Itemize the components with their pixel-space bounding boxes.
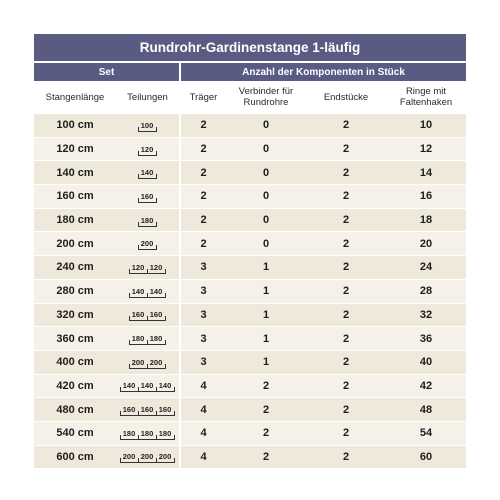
- table-row: [34, 279, 466, 303]
- carrier-count: 3: [180, 303, 226, 327]
- rod-divisions-diagram: [116, 256, 180, 280]
- rod-segment-diagram: [138, 237, 157, 250]
- col-header-rings: Ringe mit Faltenhaken: [386, 81, 466, 114]
- rod-segment-diagram: [129, 332, 166, 345]
- ring-count: 16: [386, 185, 466, 209]
- rod-length: 420 cm: [34, 374, 116, 398]
- rod-end-tick: [174, 387, 175, 392]
- rod-length: 400 cm: [34, 350, 116, 374]
- table-row: [34, 137, 466, 161]
- rod-length: 360 cm: [34, 327, 116, 351]
- endcap-count: 2: [306, 374, 386, 398]
- rod-segment-diagram: [129, 285, 166, 298]
- rod-segment-diagram: [138, 119, 157, 132]
- rod-segment-label: 160: [138, 405, 156, 416]
- ring-count: 36: [386, 327, 466, 351]
- rod-length: 240 cm: [34, 256, 116, 280]
- carrier-count: 4: [180, 398, 226, 422]
- col-header-carriers: Träger: [180, 81, 226, 114]
- endcap-count: 2: [306, 208, 386, 232]
- rod-segment-label: 160: [147, 310, 166, 321]
- rod-segment-diagram: [129, 356, 166, 369]
- rod-segment-label: 180: [138, 429, 156, 440]
- table-row: [34, 350, 466, 374]
- rod-segment-diagram: [120, 379, 175, 392]
- carrier-count: 2: [180, 185, 226, 209]
- table-row: [34, 256, 466, 280]
- ring-count: 10: [386, 114, 466, 138]
- rod-length: 100 cm: [34, 114, 116, 138]
- connector-count: 2: [226, 445, 306, 468]
- rod-length: 540 cm: [34, 421, 116, 445]
- endcap-count: 2: [306, 421, 386, 445]
- rod-length: 200 cm: [34, 232, 116, 256]
- ring-count: 32: [386, 303, 466, 327]
- ring-count: 28: [386, 279, 466, 303]
- carrier-count: 2: [180, 208, 226, 232]
- connector-count: 2: [226, 398, 306, 422]
- rod-segment-label: 160: [120, 405, 138, 416]
- rod-segment-label: 200: [129, 358, 147, 369]
- rod-segment-label: 160: [156, 405, 175, 416]
- carrier-count: 3: [180, 256, 226, 280]
- rod-divisions-diagram: [116, 421, 180, 445]
- rod-segment-label: 180: [120, 429, 138, 440]
- rod-segment-label: 140: [129, 287, 147, 298]
- rod-segment-label: 200: [138, 452, 156, 463]
- rod-segment-label: 180: [138, 216, 157, 227]
- rod-length: 280 cm: [34, 279, 116, 303]
- rod-divisions-diagram: [116, 208, 180, 232]
- rod-divisions-diagram: [116, 374, 180, 398]
- rod-segment-label: 120: [129, 263, 147, 274]
- connector-count: 2: [226, 374, 306, 398]
- table-row: [34, 208, 466, 232]
- rod-segment-diagram: [138, 166, 157, 179]
- col-header-divisions: Teilungen: [116, 81, 180, 114]
- connector-count: 0: [226, 185, 306, 209]
- table-row: [34, 421, 466, 445]
- rod-segment-label: 200: [147, 358, 166, 369]
- carrier-count: 4: [180, 374, 226, 398]
- rod-segment-label: 140: [147, 287, 166, 298]
- carrier-count: 4: [180, 445, 226, 468]
- rod-length: 120 cm: [34, 137, 116, 161]
- rod-end-tick: [156, 198, 157, 203]
- table-row: [34, 445, 466, 468]
- rod-end-tick: [156, 151, 157, 156]
- rod-segment-label: 160: [129, 310, 147, 321]
- ring-count: 42: [386, 374, 466, 398]
- rod-segment-diagram: [138, 190, 157, 203]
- rod-end-tick: [165, 316, 166, 321]
- connector-count: 1: [226, 303, 306, 327]
- rod-divisions-diagram: [116, 137, 180, 161]
- endcap-count: 2: [306, 137, 386, 161]
- rod-divisions-diagram: [116, 185, 180, 209]
- rod-length: 160 cm: [34, 185, 116, 209]
- endcap-count: 2: [306, 350, 386, 374]
- rod-length: 480 cm: [34, 398, 116, 422]
- ring-count: 12: [386, 137, 466, 161]
- ring-count: 14: [386, 161, 466, 185]
- rod-segment-label: 140: [120, 381, 138, 392]
- rod-segment-label: 140: [138, 381, 156, 392]
- rod-segment-label: 200: [156, 452, 175, 463]
- table-row: [34, 232, 466, 256]
- table-row: [34, 303, 466, 327]
- col-header-connectors: Verbinder für Rundrohre: [226, 81, 306, 114]
- carrier-count: 2: [180, 114, 226, 138]
- rod-divisions-diagram: [116, 303, 180, 327]
- col-header-endcaps: Endstücke: [306, 81, 386, 114]
- endcap-count: 2: [306, 303, 386, 327]
- ring-count: 60: [386, 445, 466, 468]
- rod-segment-diagram: [129, 308, 166, 321]
- connector-count: 1: [226, 256, 306, 280]
- rod-segment-diagram: [120, 427, 175, 440]
- col-header-length: Stangenlänge: [34, 81, 116, 114]
- rod-divisions-diagram: [116, 445, 180, 468]
- rod-segment-diagram: [138, 143, 157, 156]
- rod-divisions-diagram: [116, 350, 180, 374]
- carrier-count: 3: [180, 327, 226, 351]
- endcap-count: 2: [306, 232, 386, 256]
- rod-divisions-diagram: [116, 232, 180, 256]
- connector-count: 2: [226, 421, 306, 445]
- rod-length: 320 cm: [34, 303, 116, 327]
- rod-segment-diagram: [129, 261, 166, 274]
- ring-count: 24: [386, 256, 466, 280]
- endcap-count: 2: [306, 398, 386, 422]
- table-row: [34, 185, 466, 209]
- table-body: [34, 114, 466, 469]
- rod-end-tick: [165, 293, 166, 298]
- table-row: [34, 161, 466, 185]
- rod-divisions-diagram: [116, 398, 180, 422]
- rod-segment-label: 100: [138, 121, 157, 132]
- rod-length: 140 cm: [34, 161, 116, 185]
- rod-end-tick: [174, 435, 175, 440]
- connector-count: 0: [226, 232, 306, 256]
- rod-end-tick: [165, 340, 166, 345]
- table-row: [34, 398, 466, 422]
- rod-end-tick: [156, 127, 157, 132]
- carrier-count: 2: [180, 232, 226, 256]
- endcap-count: 2: [306, 161, 386, 185]
- rod-divisions-diagram: [116, 279, 180, 303]
- rod-segment-label: 180: [156, 429, 175, 440]
- endcap-count: 2: [306, 185, 386, 209]
- connector-count: 0: [226, 208, 306, 232]
- rod-segment-label: 160: [138, 192, 157, 203]
- connector-count: 1: [226, 327, 306, 351]
- carrier-count: 3: [180, 350, 226, 374]
- rod-segment-label: 120: [147, 263, 166, 274]
- carrier-count: 3: [180, 279, 226, 303]
- rod-segment-label: 140: [138, 168, 157, 179]
- rod-length: 600 cm: [34, 445, 116, 468]
- table-row: [34, 374, 466, 398]
- rod-end-tick: [174, 411, 175, 416]
- curtain-rod-component-table: [34, 34, 466, 468]
- endcap-count: 2: [306, 279, 386, 303]
- rod-end-tick: [165, 269, 166, 274]
- table-title: Rundrohr-Gardinenstange 1-läufig: [34, 34, 466, 62]
- endcap-count: 2: [306, 327, 386, 351]
- endcap-count: 2: [306, 445, 386, 468]
- connector-count: 1: [226, 279, 306, 303]
- rod-segment-label: 200: [138, 239, 157, 250]
- connector-count: 0: [226, 114, 306, 138]
- table-row: [34, 327, 466, 351]
- endcap-count: 2: [306, 114, 386, 138]
- ring-count: 20: [386, 232, 466, 256]
- rod-segment-label: 200: [120, 452, 138, 463]
- connector-count: 1: [226, 350, 306, 374]
- carrier-count: 2: [180, 137, 226, 161]
- ring-count: 18: [386, 208, 466, 232]
- rod-segment-label: 180: [147, 334, 166, 345]
- rod-end-tick: [174, 458, 175, 463]
- carrier-count: 4: [180, 421, 226, 445]
- rod-divisions-diagram: [116, 161, 180, 185]
- ring-count: 40: [386, 350, 466, 374]
- rod-end-tick: [156, 245, 157, 250]
- rod-divisions-diagram: [116, 327, 180, 351]
- rod-divisions-diagram: [116, 114, 180, 138]
- rod-segment-label: 140: [156, 381, 175, 392]
- rod-segment-label: 120: [138, 145, 157, 156]
- rod-end-tick: [156, 174, 157, 179]
- rod-segment-diagram: [120, 450, 175, 463]
- connector-count: 0: [226, 161, 306, 185]
- rod-segment-diagram: [138, 214, 157, 227]
- ring-count: 48: [386, 398, 466, 422]
- rod-segment-label: 180: [129, 334, 147, 345]
- group-header-set: Set: [34, 62, 180, 81]
- group-header-components: Anzahl der Komponenten in Stück: [180, 62, 466, 81]
- carrier-count: 2: [180, 161, 226, 185]
- rod-end-tick: [165, 364, 166, 369]
- table-row: [34, 114, 466, 138]
- rod-length: 180 cm: [34, 208, 116, 232]
- endcap-count: 2: [306, 256, 386, 280]
- rod-segment-diagram: [120, 403, 175, 416]
- ring-count: 54: [386, 421, 466, 445]
- rod-end-tick: [156, 222, 157, 227]
- connector-count: 0: [226, 137, 306, 161]
